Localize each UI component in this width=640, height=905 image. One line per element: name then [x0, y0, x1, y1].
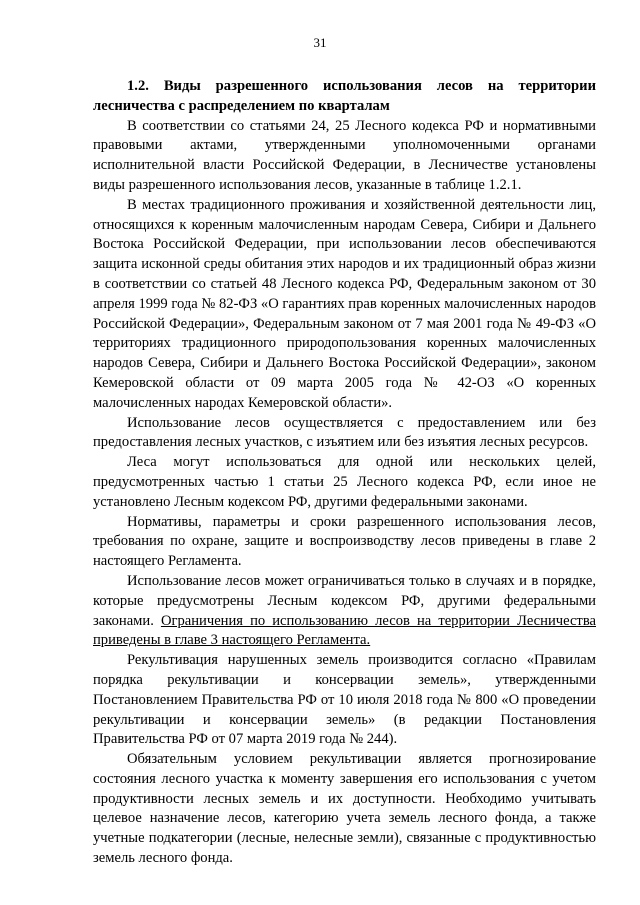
page-number: 31	[313, 35, 327, 50]
paragraph-recultivation-rules: Рекультивация нарушенных земель производится согласно «Правилам порядка рекультивации и консервации земель», утвержденными Постановлением Правительства РФ от 10 июля 2018 года № 800 «О проведении рекультивации и консервации земель» (в редакции Постановления Правительства РФ от 07 марта 2019 года № 244).	[93, 652, 596, 748]
paragraph-norms-reference: Нормативы, параметры и сроки разрешенного использования лесов, требования по охране, защите и воспроизводству лесов приведены в главе 2 настоящего Регламента.	[93, 513, 596, 570]
restrictions-text: Использование лесов может ограничиваться только в случаях и в порядке, которые предусмотрены Лесным кодексом РФ, другими федеральными законами.	[93, 572, 596, 629]
paragraph-forest-use-purposes: Леса могут использоваться для одной или нескольких целей, предусмотренных частью 1 статьи 25 Лесного кодекса РФ, если иное не установлено Лесным кодексом РФ, другими федеральными законами.	[93, 454, 596, 510]
paragraph-restrictions	[93, 572, 596, 651]
paragraph-recultivation-condition: Обязательным условием рекультивации является прогнозирование состояния лесного участка к моменту завершения его использования с учетом продуктивности лесных земель и их доступности. Необходимо учитывать целевое назначение лесов, категорию учета земель лесного фонда, а также учетные подкатегории (лесные, нелесные земли), связанные с продуктивностью земель лесного фонда.	[93, 751, 596, 867]
paragraph-legal-basis: В соответствии со статьями 24, 25 Лесного кодекса РФ и нормативными правовыми актами, утвержденными уполномоченными органами исполнительной власти Российской Федерации, в Лесничестве установлены виды разрешенного использования лесов, указанные в таблице 1.2.1.	[93, 117, 596, 193]
restrictions-underlined-text: Ограничения по использованию лесов на территории Лесничества приведены в главе 3 настоящего Регламента.	[93, 612, 596, 649]
section-heading: 1.2. Виды разрешенного использования лесов на территории лесничества с распределением по кварталам	[93, 78, 596, 114]
paragraph-forest-use-forms: Использование лесов осуществляется с предоставлением или без предоставления лесных участков, с изъятием или без изъятия лесных ресурсов.	[93, 414, 596, 451]
paragraph-indigenous-peoples: В местах традиционного проживания и хозяйственной деятельности лиц, относящихся к коренным малочисленным народам Севера, Сибири и Дальнего Востока Российской Федерации, при использовании лесов обеспечиваются защита исконной среды обитания этих народов и их традиционный образ жизни в соответствии со статьей 48 Лесного кодекса РФ, Федеральным законом от 30 апреля 1999 года № 82-ФЗ «О гарантиях прав коренных малочисленных народов Российской Федерации», Федеральным законом от 7 мая 2001 года № 49-ФЗ «О территориях традиционного природопользования коренных малочисленных народов Севера, Сибири и Дальнего Востока Российской Федерации», законом Кемеровской области от 09 марта 2005 года № 42-ОЗ «О коренных малочисленных народах Кемеровской области».	[93, 196, 596, 411]
page-content	[93, 77, 596, 869]
